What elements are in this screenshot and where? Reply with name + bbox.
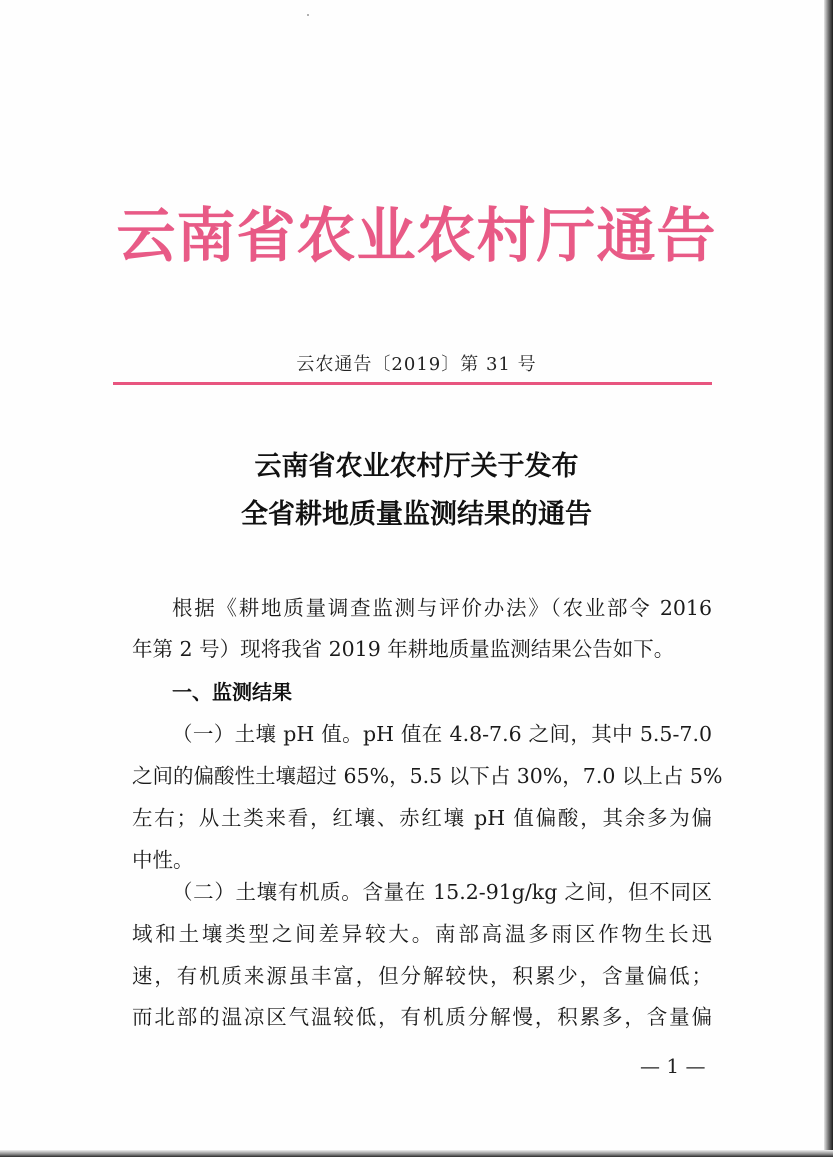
document-title-line-1: 云南省农业农村厅关于发布 [254, 451, 579, 482]
para-1-line-2: 之间的偏酸性土壤超过 65%，5.5 以下占 30%，7.0 以上占 5% [132, 764, 723, 788]
para-2-line-4: 而北部的温凉区气温较低，有机质分解慢，积累多，含量偏 [132, 1005, 712, 1029]
scan-edge-bottom [0, 1150, 833, 1157]
para-1-line-1: （一）土壤 pH 值。pH 值在 4.8-7.6 之间，其中 5.5-7.0 [172, 722, 712, 746]
intro-line-2: 年第 2 号）现将我省 2019 年耕地质量监测结果公告如下。 [132, 637, 675, 661]
intro-line-1: 根据《耕地质量调查监测与评价办法》（农业部令 2016 [172, 596, 712, 620]
section-heading-monitoring-results: 一、监测结果 [172, 680, 292, 704]
scan-edge-right [824, 0, 833, 1157]
para-2-line-2: 域和土壤类型之间差异较大。南部高温多雨区作物生长迅 [132, 922, 712, 946]
red-separator-rule [113, 382, 712, 385]
issuer-header-title: 云南省农业农村厅通告 [116, 201, 717, 270]
para-1-line-4: 中性。 [132, 848, 194, 872]
scan-speck [307, 14, 309, 16]
document-title-line-2: 全省耕地质量监测结果的通告 [241, 499, 592, 530]
para-2-line-3: 速，有机质来源虽丰富，但分解较快，积累少，含量偏低； [132, 964, 712, 988]
page-number: — 1 — [640, 1054, 706, 1078]
para-2-line-1: （二）土壤有机质。含量在 15.2-91g/kg 之间，但不同区 [172, 880, 712, 904]
para-1-line-3: 左右；从土类来看，红壤、赤红壤 pH 值偏酸，其余多为偏 [132, 806, 712, 830]
document-number: 云农通告〔2019〕第 31 号 [296, 354, 537, 375]
